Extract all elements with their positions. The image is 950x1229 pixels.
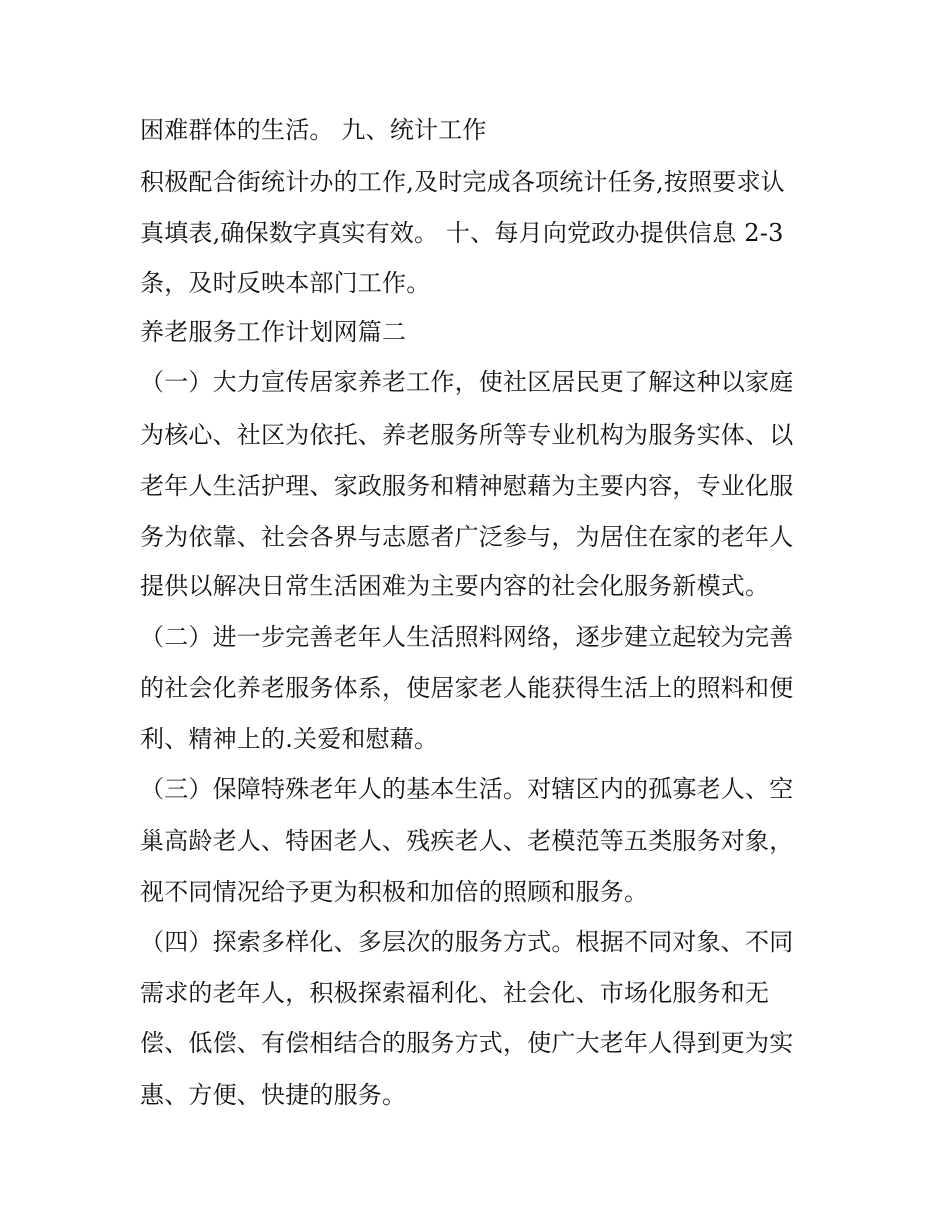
section-heading: 养老服务工作计划网篇二 (140, 318, 407, 346)
text-line: 的社会化养老服务体系，使居家老人能获得生活上的照料和便 (140, 674, 794, 702)
text-line: （一）大力宣传居家养老工作，使社区居民更了解这种以家庭 (140, 368, 794, 396)
text-line: （三）保障特殊老年人的基本生活。对辖区内的孤寡老人、空 (140, 775, 794, 803)
text-line: 利、精神上的.关爱和慰藉。 (140, 725, 439, 753)
text-line: 为核心、社区为依托、养老服务所等专业机构为服务实体、以 (140, 421, 794, 449)
text-line: （四）探索多样化、多层次的服务方式。根据不同对象、不同 (140, 928, 794, 956)
text-line: 老年人生活护理、家政服务和精神慰藉为主要内容，专业化服 (140, 472, 794, 500)
text-line: 困难群体的生活。 九、统计工作 (140, 116, 487, 144)
text-line: 条，及时反映本部门工作。 (140, 269, 431, 297)
text-line: 务为依靠、社会各界与志愿者广泛参与，为居住在家的老年人 (140, 523, 794, 551)
text-line: 真填表,确保数字真实有效。 十、每月向党政办提供信息 2-3 (140, 219, 784, 247)
text-line: 需求的老年人，积极探索福利化、社会化、市场化服务和无 (140, 979, 770, 1007)
text-line: 惠、方便、快捷的服务。 (140, 1081, 407, 1109)
text-line: 提供以解决日常生活困难为主要内容的社会化服务新模式。 (140, 572, 770, 600)
text-line: 积极配合街统计办的工作,及时完成各项统计任务,按照要求认 (140, 168, 785, 196)
text-line: 巢高龄老人、特困老人、残疾老人、老模范等五类服务对象， (140, 827, 794, 855)
text-line: 视不同情况给予更为积极和加倍的照顾和服务。 (140, 878, 649, 906)
text-line: 偿、低偿、有偿相结合的服务方式，使广大老年人得到更为实 (140, 1029, 794, 1057)
text-line: （二）进一步完善老年人生活照料网络，逐步建立起较为完善 (140, 623, 794, 651)
